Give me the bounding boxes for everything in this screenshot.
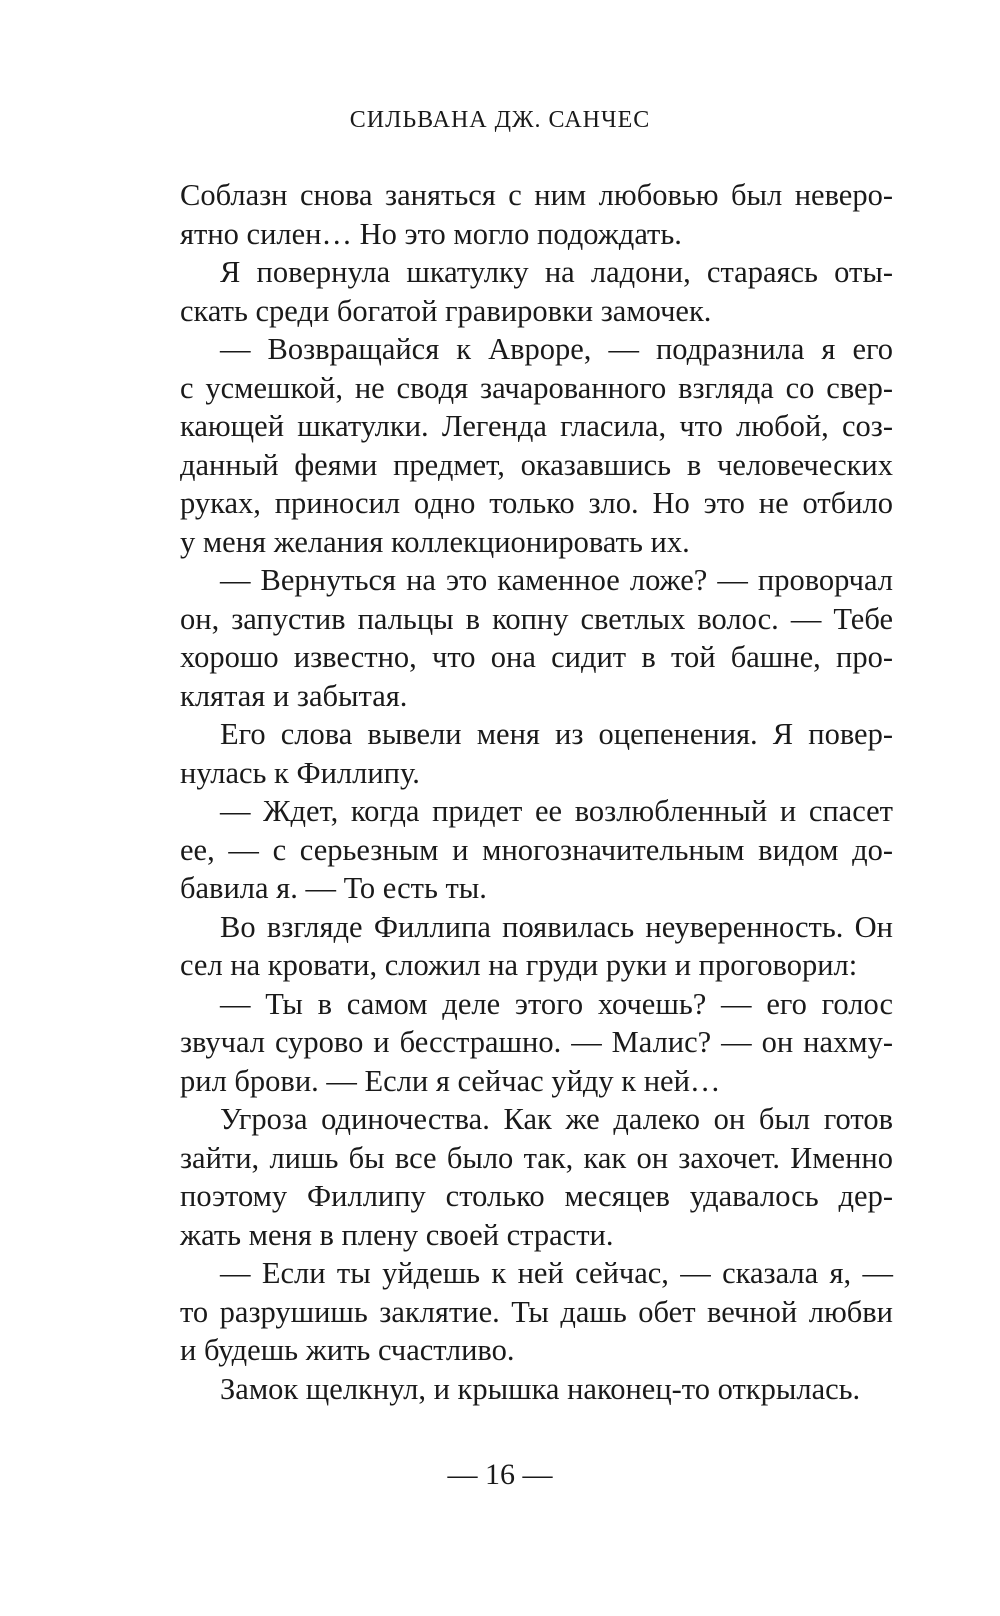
text-line: данный феями предмет, оказавшись в человеческих <box>180 447 893 482</box>
text-line: ее, — с серьезным и многозначительным видом до- <box>180 832 893 867</box>
text-line: — Ждет, когда придет ее возлюбленный и спасет <box>220 794 893 828</box>
text-line: — Если ты уйдешь к ней сейчас, — сказала я, — <box>220 1256 893 1290</box>
text-line: у меня желания коллекционировать их. <box>180 524 690 559</box>
text-line: с усмешкой, не сводя зачарованного взгляда со свер- <box>180 370 893 405</box>
text-line: — Возвращайся к Авроре, — подразнила я его <box>220 332 893 366</box>
text-line: нулась к Филлипу. <box>180 755 420 790</box>
text-line: зайти, лишь бы все было так, как он захочет. Именно <box>180 1140 893 1175</box>
text-line: он, запустив пальцы в копну светлых волос. — Тебе <box>180 601 893 636</box>
text-line: хорошо известно, что она сидит в той башне, про- <box>180 640 893 674</box>
text-line: Во взгляде Филлипа появилась неуверенность. Он <box>220 909 893 944</box>
text-line: и будешь жить счастливо. <box>180 1333 515 1367</box>
body-text <box>180 176 893 1408</box>
text-line: — Ты в самом деле этого хочешь? — его голос <box>220 986 893 1021</box>
text-line: клятая и забытая. <box>180 678 408 713</box>
text-line: поэтому Филлипу столько месяцев удавалось дер- <box>180 1179 893 1213</box>
text-line: Угроза одиночества. Как же далеко он был готов <box>220 1102 893 1136</box>
text-line: — Вернуться на это каменное ложе? — проворчал <box>220 563 893 597</box>
text-line: сел на кровати, сложил на груди руки и проговорил: <box>180 948 858 982</box>
text-line: Его слова вывели меня из оцепенения. Я повер- <box>220 717 893 751</box>
text-line: Я повернула шкатулку на ладони, стараясь оты- <box>220 255 893 289</box>
page-number: — 16 — <box>447 1458 553 1491</box>
text-line: Замок щелкнул, и крышка наконец-то открылась. <box>220 1371 861 1406</box>
text-line: кающей шкатулки. Легенда гласила, что любой, соз- <box>180 409 893 443</box>
running-header: СИЛЬВАНА ДЖ. САНЧЕС <box>349 107 651 133</box>
text-line: руках, приносил одно только зло. Но это не отбило <box>180 486 893 520</box>
text-line: рил брови. — Если я сейчас уйду к ней… <box>180 1063 721 1098</box>
text-line: жать меня в плену своей страсти. <box>180 1217 614 1252</box>
text-line: бавила я. — То есть ты. <box>180 871 487 905</box>
text-line: звучал сурово и бесстрашно. — Малис? — он нахму- <box>180 1025 893 1059</box>
text-line: Соблазн снова заняться с ним любовью был неверо- <box>180 178 893 212</box>
text-line: скать среди богатой гравировки замочек. <box>180 293 712 328</box>
text-line: то разрушишь заклятие. Ты дашь обет вечной любви <box>180 1294 893 1329</box>
text-line: ятно силен… Но это могло подождать. <box>180 216 682 251</box>
